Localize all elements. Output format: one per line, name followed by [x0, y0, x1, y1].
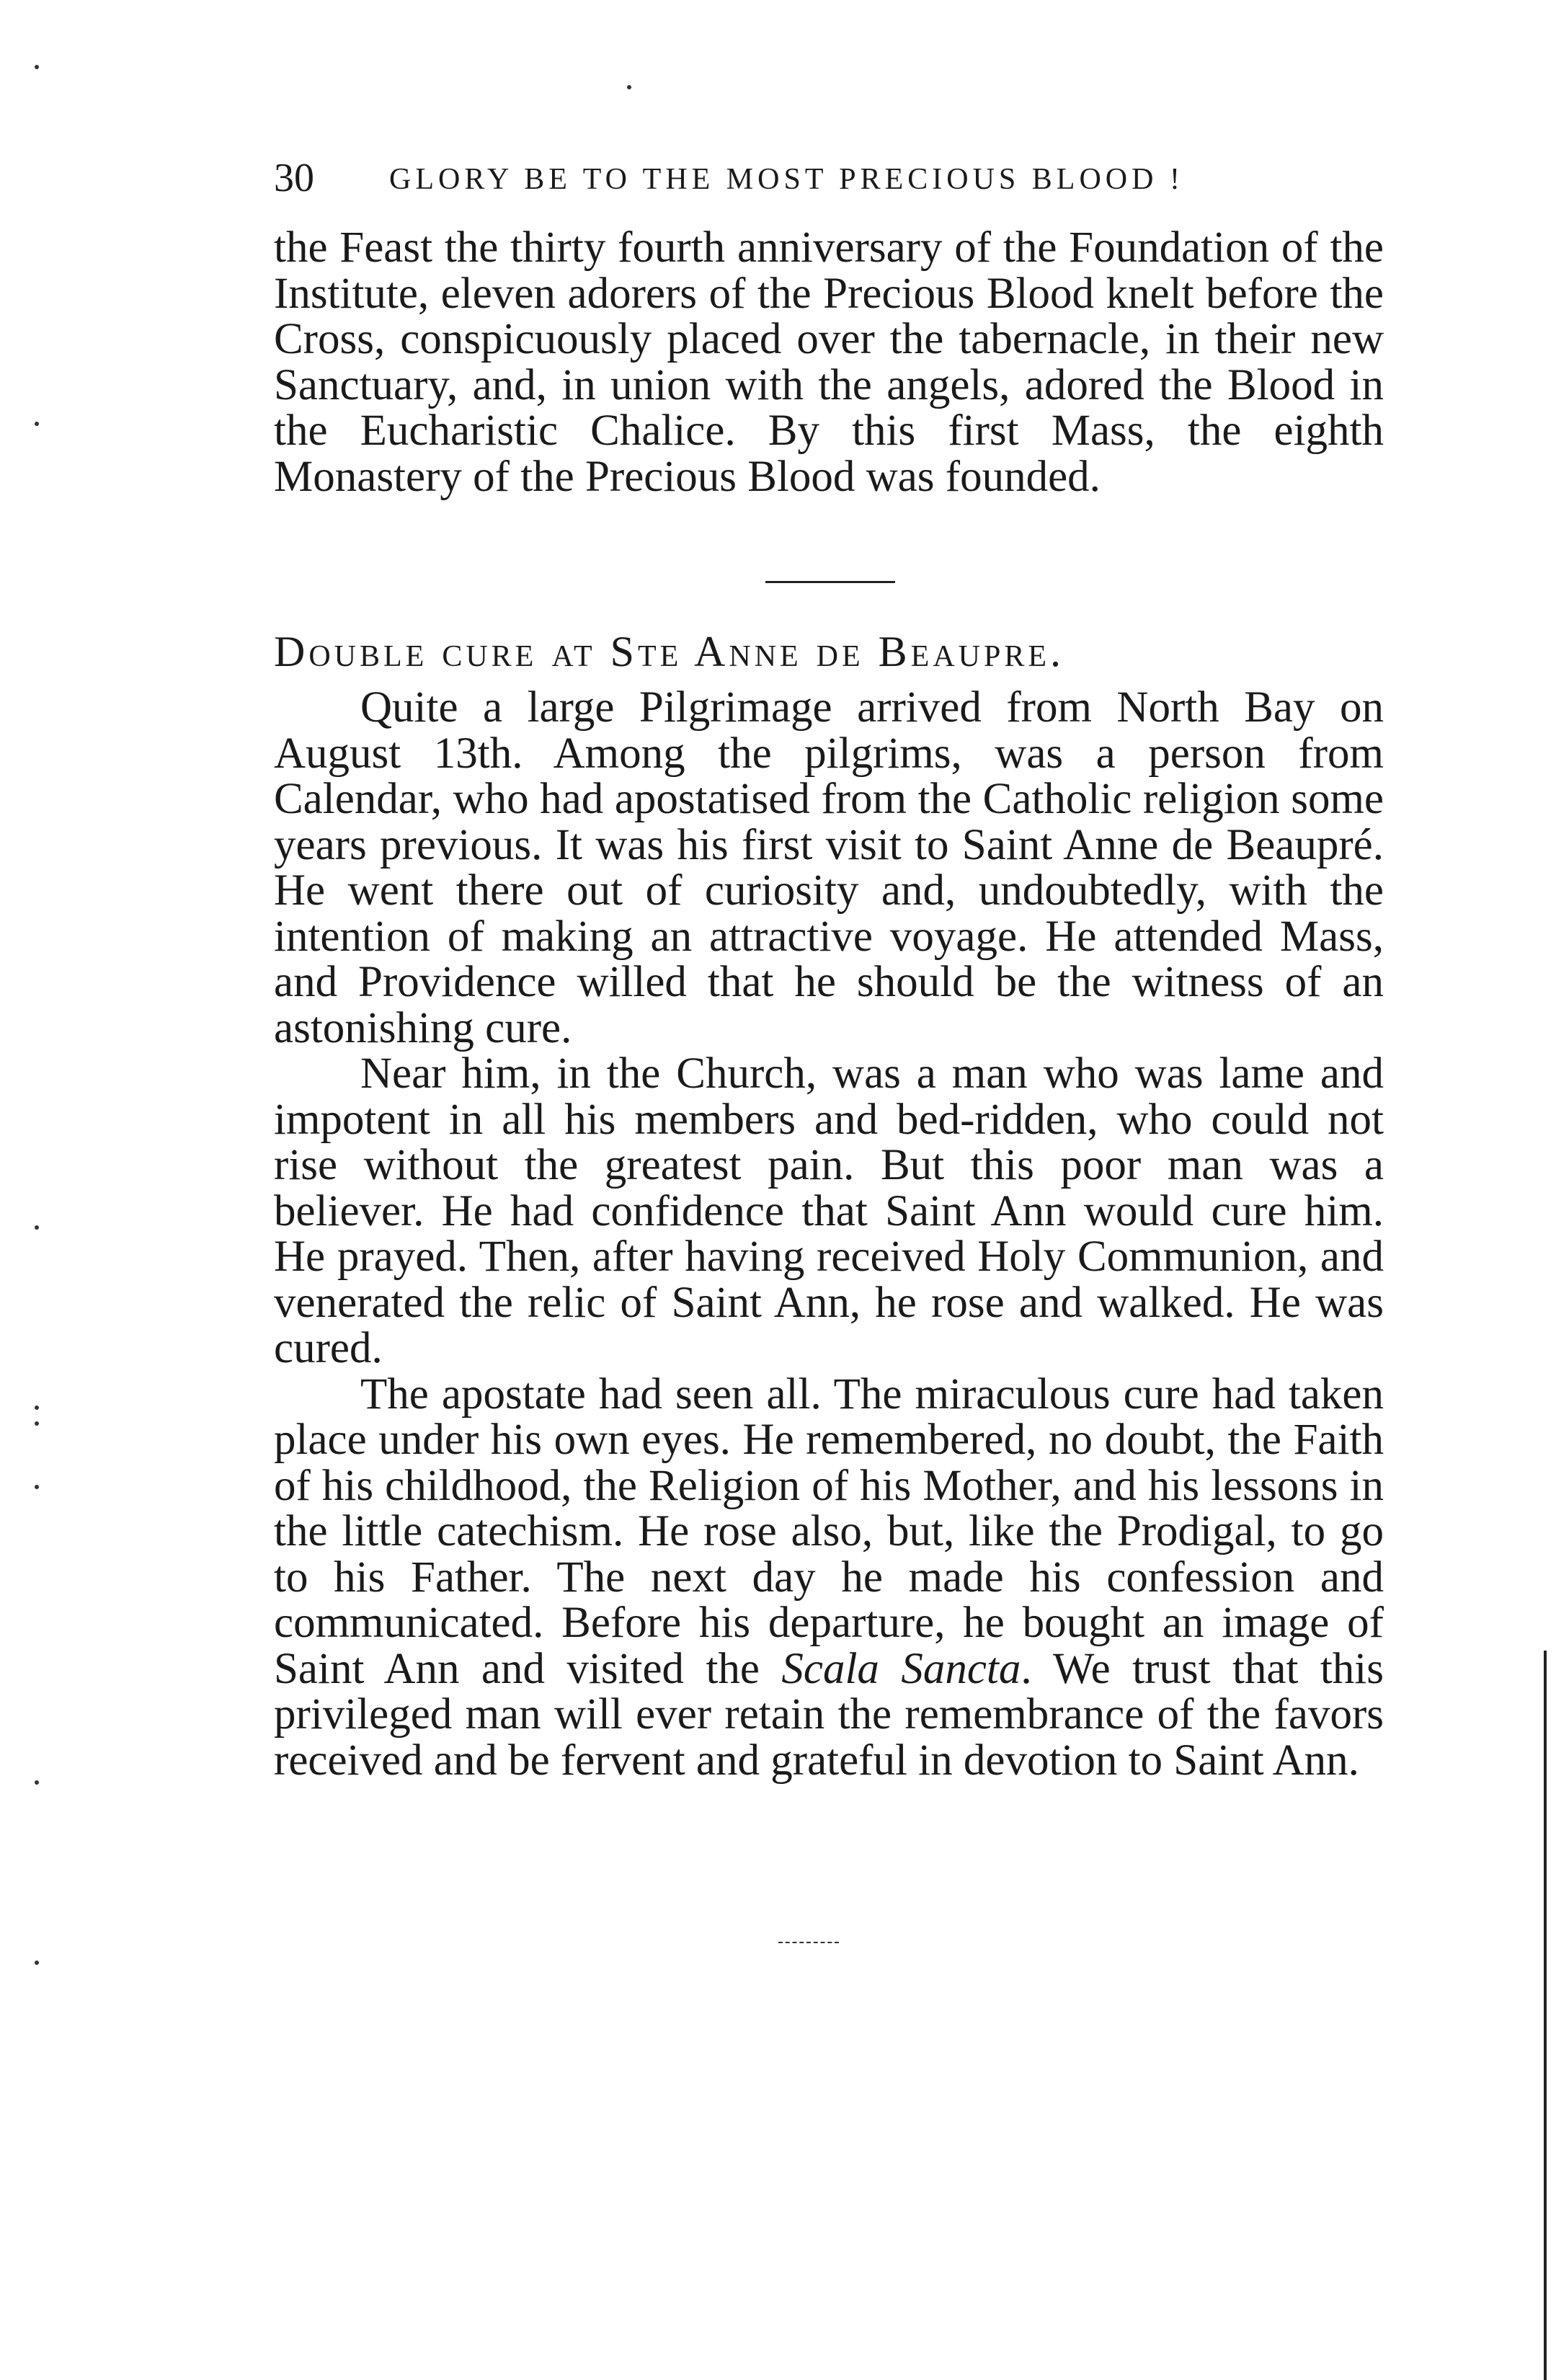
- margin-speck: [35, 1421, 39, 1426]
- margin-speck: [627, 85, 631, 89]
- section-text-block: [274, 685, 1384, 1783]
- running-title: GLORY BE TO THE MOST PRECIOUS BLOOD !: [389, 163, 1184, 196]
- running-header: [274, 148, 1276, 205]
- end-divider: [778, 1942, 839, 1943]
- final-paragraph-text: The apostate had seen all. The miraculous cure had taken place under his own eyes. He remembered, no doubt, the Faith of his childhood, the Religion of his Mother, and his lessons in the little catechism. He rose also, but, like the Prodigal, to go to his Father. The next day he made his confession and communicated. Before his departure, he bought an image of Saint Ann and visited the: [274, 1369, 1384, 1693]
- margin-speck: [35, 1780, 39, 1785]
- section-paragraph: Near him, in the Church, was a man who was lame and impotent in all his members and bed-ridden, who could not rise without the greatest pain. But this poor man was a believer. He had confidence that Saint Ann would cure him. He prayed. Then, after having received Holy Communion, and venerated the relic of Saint Ann, he rose and walked. He was cured.: [274, 1049, 1384, 1372]
- margin-speck: [35, 1406, 39, 1410]
- opening-paragraph: the Feast the thirty fourth anniversary of the Foundation of the Institute, eleven adorers of the Precious Blood knelt before the Cross, conspicuously placed over the tabernacle, in their new Sanctuary, and, in union with the angels, adored the Blood in the Eucharistic Chalice. By this first Mass, the eighth Monastery of the Precious Blood was founded.: [274, 223, 1384, 501]
- margin-speck: [35, 422, 39, 426]
- margin-speck: [35, 1961, 39, 1965]
- scan-edge-line: [1544, 1651, 1547, 2380]
- section-heading: Double cure at Ste Anne de Beaupre.: [274, 628, 1065, 675]
- page-number: 30: [274, 156, 314, 200]
- margin-speck: [35, 65, 39, 69]
- italic-phrase: Scala Sancta: [781, 1644, 1021, 1693]
- section-paragraph-final: [274, 1369, 1384, 1785]
- margin-speck: [35, 1225, 39, 1230]
- opening-text-block: [274, 225, 1384, 499]
- section-divider: [765, 581, 895, 583]
- final-paragraph-text-end: . We trust that this privileged man will ever retain the remembrance of the favors received and be fervent and grateful in devotion to Saint Ann.: [274, 1644, 1384, 1785]
- section-paragraph: Quite a large Pilgrimage arrived from North Bay on August 13th. Among the pilgrims, was a person from Calendar, who had apostatised from the Catholic religion some years previous. It was his first visit to Saint Anne de Beaupré. He went there out of curiosity and, undoubtedly, with the intention of making an attractive voyage. He attended Mass, and Providence willed that he should be the witness of an astonishing cure.: [274, 683, 1384, 1052]
- margin-speck: [35, 1485, 39, 1489]
